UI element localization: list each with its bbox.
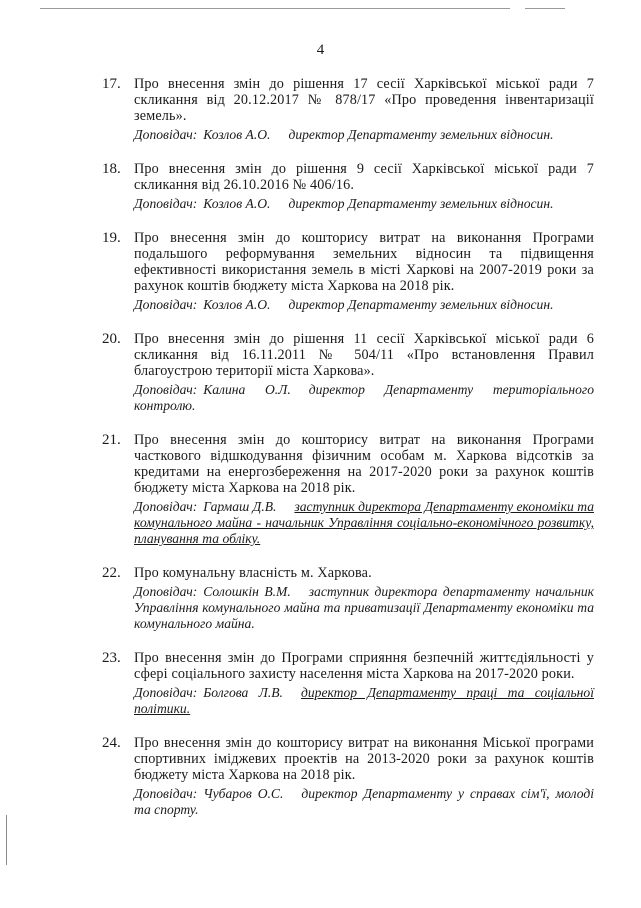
scan-edge-line <box>40 8 510 9</box>
agenda-item-17 <box>102 76 594 143</box>
reporter-name: Болгова Л.В. <box>203 685 283 700</box>
reporter-label: Доповідач: <box>134 382 198 397</box>
reporter-name: Козлов А.О. <box>203 127 271 142</box>
item-reporter <box>134 786 594 818</box>
item-number: 18. <box>102 161 121 177</box>
agenda-item-24 <box>102 735 594 818</box>
reporter-name: Козлов А.О. <box>203 196 271 211</box>
page-number: 4 <box>316 42 325 58</box>
reporter-position: директор Департаменту у справах сім'ї, молоді та спорту. <box>134 786 594 817</box>
item-text: Про внесення змін до кошторису витрат на виконання Програми часткового відшкодування фізичним особам м. Харкова відсотків за кредитами на енергозбереження на 2017-2020 роки за рахунок коштів бюджету міста Харкова на 2018 рік. <box>134 432 594 496</box>
reporter-position: директор Департаменту територіального контролю. <box>134 382 594 413</box>
reporter-position: директор Департаменту земельних відносин. <box>288 127 554 142</box>
item-reporter <box>134 382 594 414</box>
reporter-label: Доповідач: <box>134 786 198 801</box>
agenda-item-22 <box>102 565 594 632</box>
reporter-label: Доповідач: <box>134 127 198 142</box>
agenda-list <box>102 76 594 836</box>
reporter-name: Калина О.Л. <box>203 382 291 397</box>
item-text: Про внесення змін до рішення 11 сесії Харківської міської ради 6 скликання від 16.11.2011 № 504/11 «Про встановлення Правил благоустрою території міста Харкова». <box>134 331 594 379</box>
reporter-label: Доповідач: <box>134 685 198 700</box>
item-number: 21. <box>102 432 121 448</box>
reporter-label: Доповідач: <box>134 499 198 514</box>
reporter-name: Солошкін В.М. <box>203 584 291 599</box>
agenda-item-23 <box>102 650 594 717</box>
reporter-name: Чубаров О.С. <box>203 786 284 801</box>
item-number: 17. <box>102 76 121 92</box>
item-text: Про внесення змін до Програми сприяння безпечній життєдіяльності у сфері соціального захисту населення міста Харкова на 2017-2020 роки. <box>134 650 594 682</box>
item-number: 22. <box>102 565 121 581</box>
item-number: 20. <box>102 331 121 347</box>
item-reporter <box>134 196 594 212</box>
reporter-label: Доповідач: <box>134 584 198 599</box>
reporter-position: заступник директора Департаменту економіки та комунального майна - начальник Управління соціально-економічного розвитку, планування та обліку. <box>134 499 594 546</box>
agenda-item-18 <box>102 161 594 212</box>
item-text: Про внесення змін до кошторису витрат на виконання Міської програми спортивних іміджевих проектів на 2013-2020 роки за рахунок коштів бюджету міста Харкова на 2018 рік. <box>134 735 594 783</box>
scan-margin-mark <box>6 815 7 865</box>
item-reporter <box>134 127 594 143</box>
item-reporter <box>134 685 594 717</box>
item-text: Про внесення змін до кошторису витрат на виконання Програми подальшого реформування земельних відносин та підвищення ефективності використання земель в місті Харкові на 2007-2019 роки за рахунок коштів бюджету міста Харкова на 2018 рік. <box>134 230 594 294</box>
reporter-position: заступник директора департаменту начальник Управління комунального майна та приватизації Департаменту економіки та комунального майна. <box>134 584 594 631</box>
item-reporter <box>134 499 594 547</box>
reporter-label: Доповідач: <box>134 196 198 211</box>
scan-edge-line-right <box>525 8 565 9</box>
agenda-item-20 <box>102 331 594 414</box>
item-text: Про комунальну власність м. Харкова. <box>134 565 372 581</box>
item-reporter <box>134 584 594 632</box>
item-number: 23. <box>102 650 121 666</box>
reporter-position: директор Департаменту земельних відносин. <box>288 196 554 211</box>
agenda-item-19 <box>102 230 594 313</box>
reporter-label: Доповідач: <box>134 297 198 312</box>
item-text: Про внесення змін до рішення 17 сесії Харківської міської ради 7 скликання від 20.12.2017 № 878/17 «Про проведення інвентаризації земель». <box>134 76 594 124</box>
reporter-name: Гармаш Д.В. <box>203 499 277 514</box>
reporter-name: Козлов А.О. <box>203 297 271 312</box>
reporter-position: директор Департаменту земельних відносин. <box>288 297 554 312</box>
reporter-position: директор Департаменту праці та соціальної політики. <box>134 685 594 716</box>
item-number: 24. <box>102 735 121 751</box>
item-number: 19. <box>102 230 121 246</box>
agenda-item-21 <box>102 432 594 547</box>
item-reporter <box>134 297 594 313</box>
item-text: Про внесення змін до рішення 9 сесії Харківської міської ради 7 скликання від 26.10.2016 № 406/16. <box>134 161 594 193</box>
